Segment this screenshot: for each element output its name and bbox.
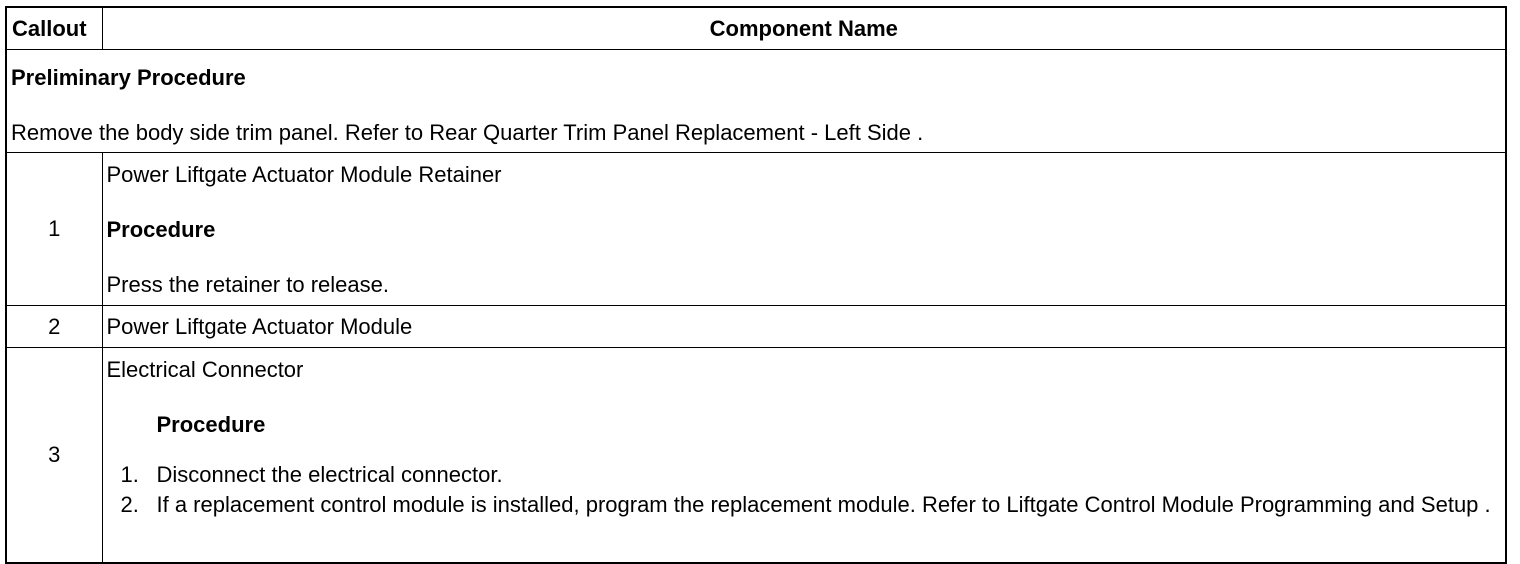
callout-number: 2 [6,306,102,348]
procedure-label: Procedure [106,217,216,242]
table-row [6,153,1506,306]
step-number: 2. [120,492,139,517]
procedure-label: Procedure [156,412,266,437]
callout-number: 1 [6,153,102,306]
step-text: If a replacement control module is installed, program the replacement module. Refer to Liftgate Control Module Programming and Setup . [156,492,1491,517]
component-cell [102,153,1506,306]
callout-number: 3 [6,348,102,563]
step-text: Disconnect the electrical connector. [156,462,503,487]
preliminary-title: Preliminary Procedure [11,65,246,90]
callout-column-header: Callout [6,7,102,50]
component-name: Electrical Connector [106,357,304,382]
table-row [6,348,1506,563]
procedure-step [120,460,1506,490]
preliminary-text: Remove the body side trim panel. Refer to Rear Quarter Trim Panel Replacement - Left Side . [11,120,924,145]
procedure-steps [107,460,1506,520]
preliminary-row [6,50,1506,153]
table-row [6,306,1506,348]
component-name: Power Liftgate Actuator Module [102,306,1506,348]
step-number: 1. [120,462,139,487]
procedure-text: Press the retainer to release. [106,272,389,297]
component-name-column-header: Component Name [102,7,1506,50]
procedure-step [120,490,1506,520]
preliminary-cell [6,50,1506,153]
component-cell [102,348,1506,563]
component-name: Power Liftgate Actuator Module Retainer [106,162,502,187]
component-table [5,6,1507,564]
header-row [6,7,1506,50]
